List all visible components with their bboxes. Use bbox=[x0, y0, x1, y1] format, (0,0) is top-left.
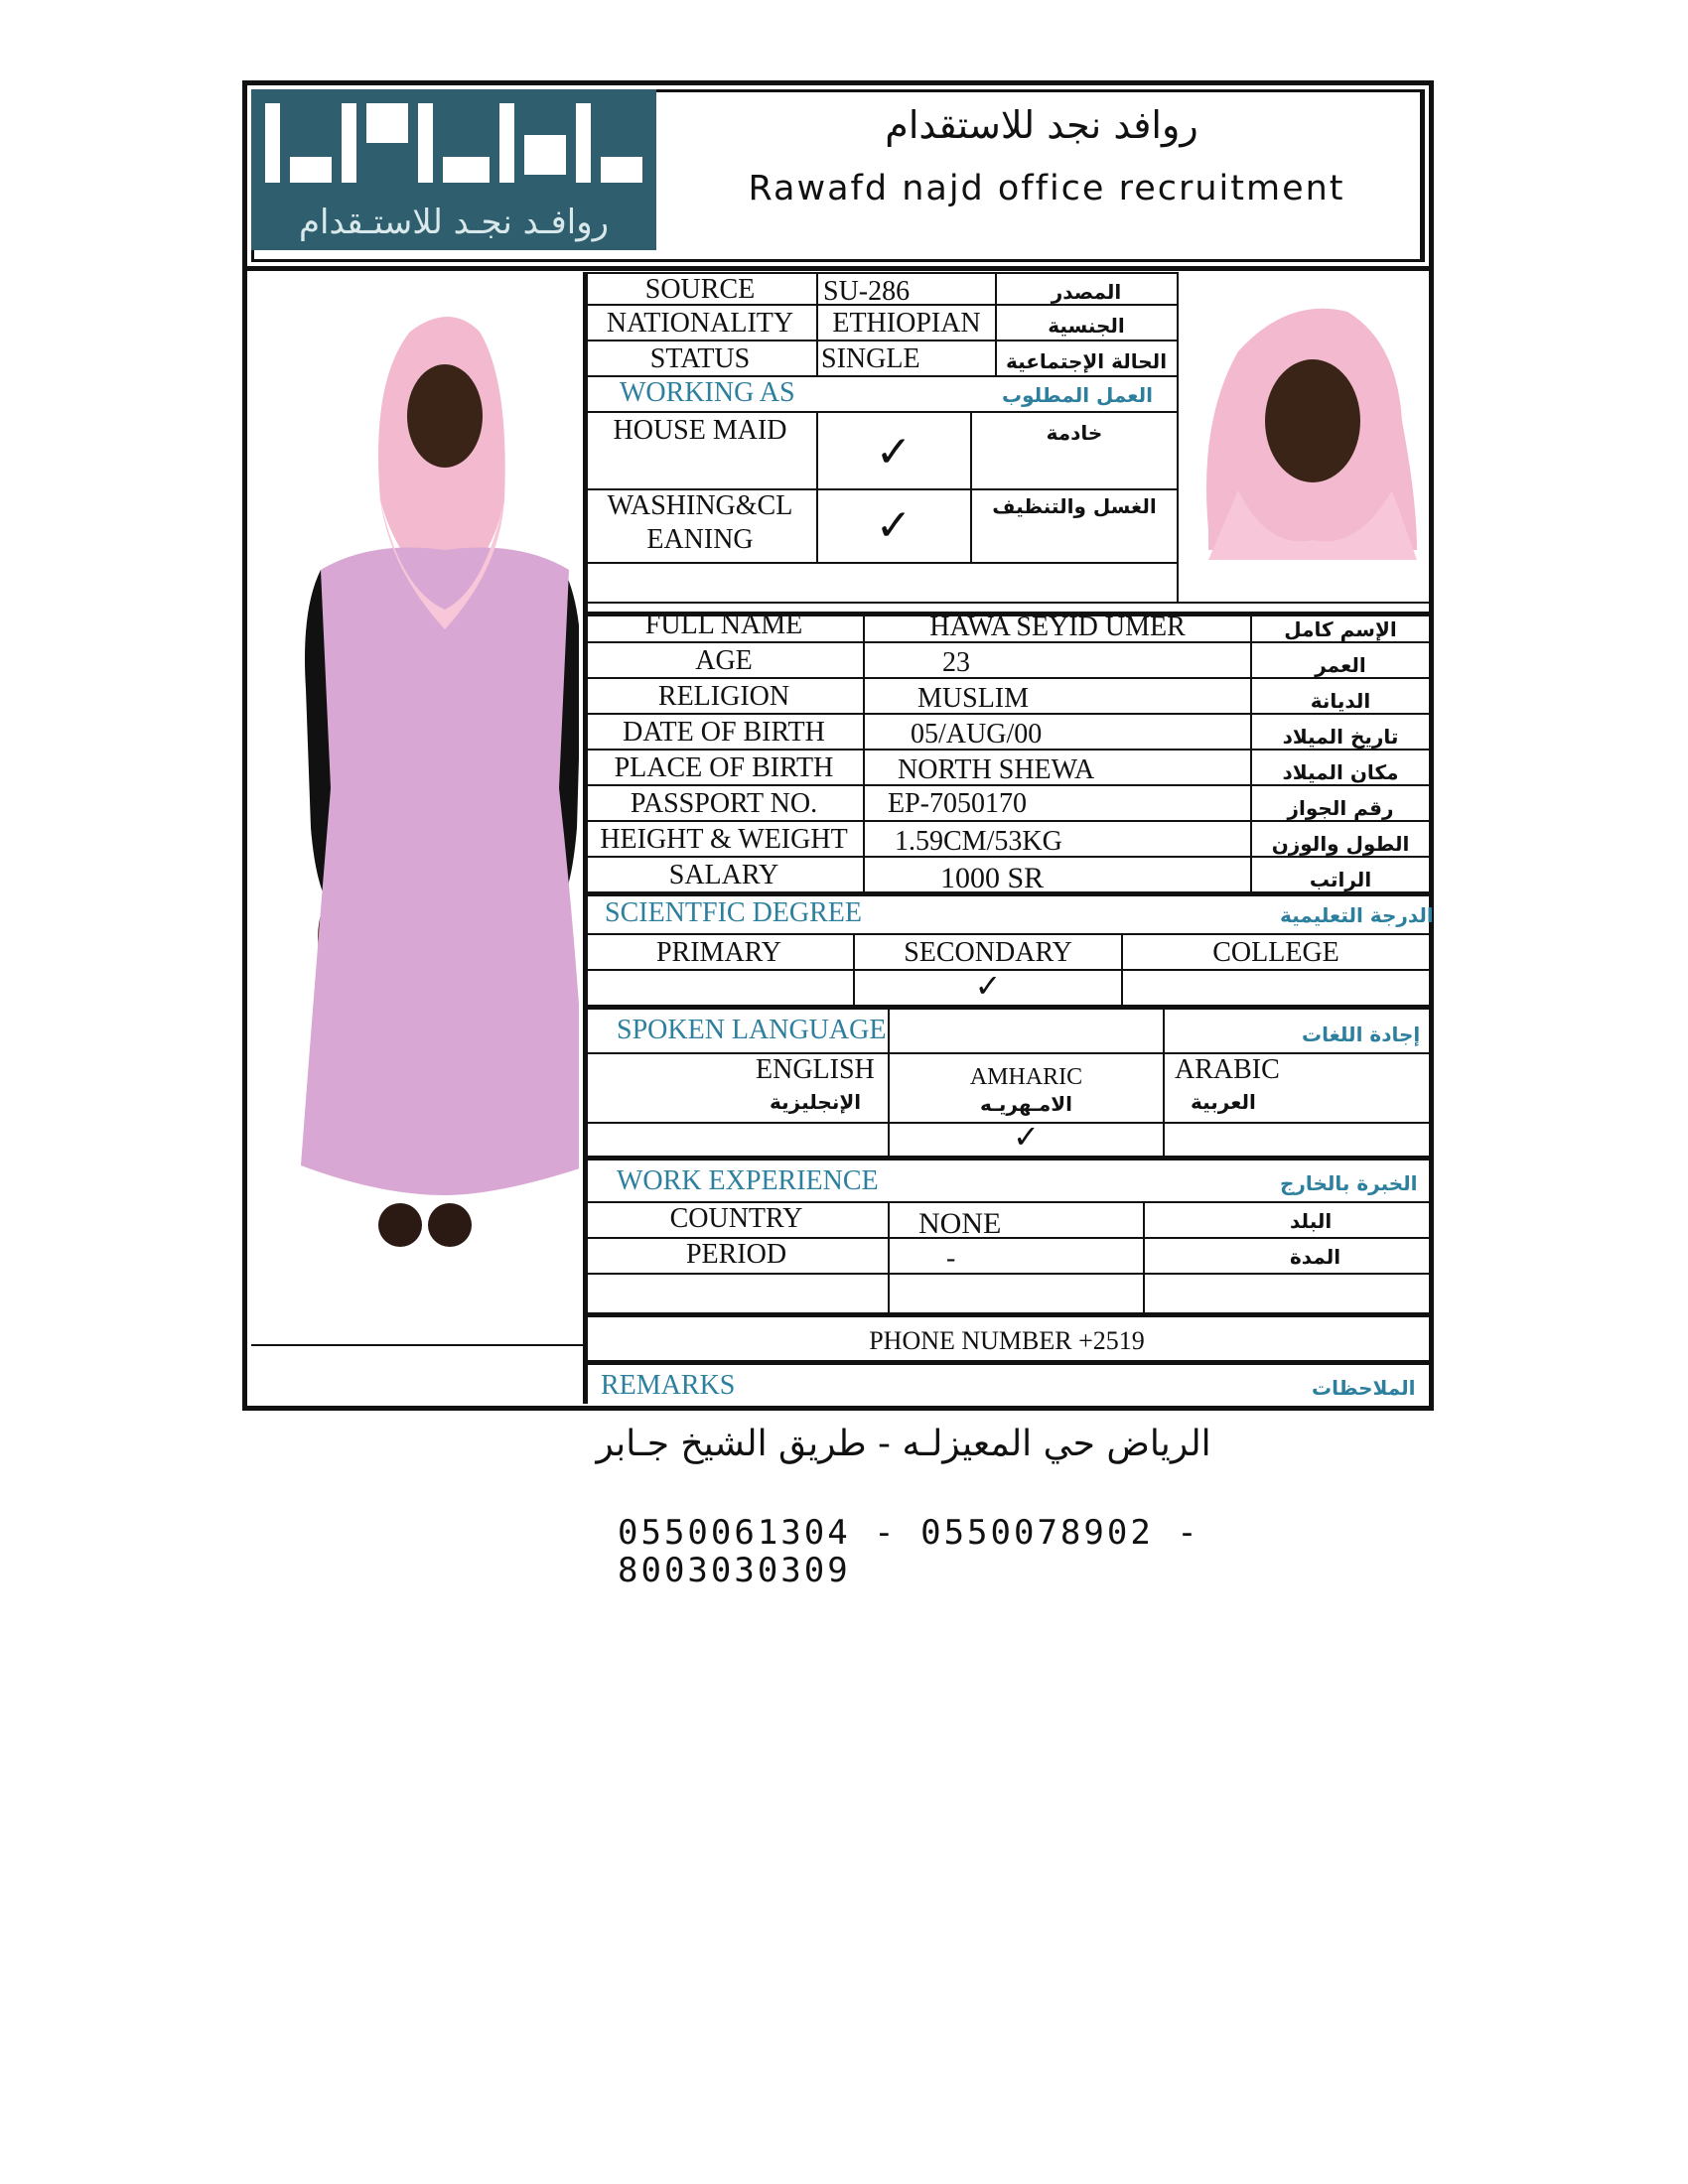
full-name-label: FULL NAME bbox=[644, 610, 803, 640]
date-of-birth-value: 05/AUG/00 bbox=[911, 719, 1043, 750]
office-phones-line-2: 8003030309 bbox=[618, 1551, 851, 1590]
office-phones-line-1: 0550061304 - 0550078902 - bbox=[618, 1513, 1200, 1553]
experience-period-value: - bbox=[946, 1243, 956, 1274]
company-logo bbox=[251, 89, 656, 250]
office-title-arabic: روافد نجد للاستقدام bbox=[885, 103, 1198, 147]
place-of-birth-value: NORTH SHEWA bbox=[898, 754, 1095, 785]
nationality-label: NATIONALITY bbox=[606, 308, 794, 339]
status-label: STATUS bbox=[649, 343, 751, 374]
language-arabic-arabic: العربية bbox=[1191, 1090, 1256, 1114]
language-amharic-arabic: الامـهريـه bbox=[979, 1092, 1073, 1116]
degree-secondary: SECONDARY bbox=[904, 937, 1072, 968]
experience-period-label: PERIOD bbox=[685, 1239, 787, 1270]
height-weight-label-arabic: الطول والوزن bbox=[1271, 832, 1410, 856]
salary-label: SALARY bbox=[668, 860, 779, 890]
language-arabic: ARABIC bbox=[1175, 1054, 1280, 1085]
washing-cleaning-label-2: EANING bbox=[646, 524, 754, 555]
date-of-birth-label: DATE OF BIRTH bbox=[623, 717, 825, 748]
experience-country-label: COUNTRY bbox=[669, 1203, 803, 1234]
office-address: الرياض حي المعيزلـه - طريق الشيخ جـابر bbox=[596, 1424, 1211, 1464]
religion-label: RELIGION bbox=[657, 681, 790, 712]
experience-title: WORK EXPERIENCE bbox=[617, 1165, 879, 1196]
full-name-value: HAWA SEYID UMER bbox=[929, 612, 1186, 642]
height-weight-label: HEIGHT & WEIGHT bbox=[600, 824, 848, 855]
status-value: SINGLE bbox=[821, 343, 920, 374]
passport-no-value: EP-7050170 bbox=[888, 788, 1027, 819]
status-label-arabic: الحالة الإجتماعية bbox=[1005, 349, 1168, 373]
age-label-arabic: العمر bbox=[1315, 653, 1366, 677]
header bbox=[247, 85, 1429, 271]
experience-title-arabic: الخبرة بالخارج bbox=[1280, 1171, 1418, 1195]
phone-number: PHONE NUMBER +2519 bbox=[869, 1326, 1145, 1355]
language-english-arabic: الإنجليزية bbox=[770, 1090, 862, 1114]
photo-baseline bbox=[251, 1344, 583, 1346]
place-of-birth-label-arabic: مكان الميلاد bbox=[1282, 760, 1399, 784]
experience-country-value: NONE bbox=[918, 1207, 1002, 1240]
full-name-label-arabic: الإسم كامل bbox=[1284, 617, 1397, 641]
remarks-title: REMARKS bbox=[601, 1370, 736, 1401]
cv-form bbox=[242, 80, 1434, 1411]
language-english: ENGLISH bbox=[756, 1054, 875, 1085]
height-weight-value: 1.59CM/53KG bbox=[895, 826, 1062, 857]
washing-cleaning-check-icon: ✓ bbox=[875, 500, 913, 551]
place-of-birth-label: PLACE OF BIRTH bbox=[614, 752, 834, 783]
house-maid-label: HOUSE MAID bbox=[613, 415, 787, 446]
language-amharic: AMHARIC bbox=[969, 1064, 1083, 1090]
working-as-title-arabic: العمل المطلوب bbox=[1002, 383, 1153, 407]
age-value: 23 bbox=[942, 647, 970, 678]
washing-cleaning-label-arabic: الغسل والتنظيف bbox=[992, 494, 1157, 518]
remarks-title-arabic: الملاحظات bbox=[1312, 1376, 1416, 1400]
logo-text: روافـد نجـد للاستـقدام bbox=[298, 203, 610, 242]
washing-cleaning-label-1: WASHING&CL bbox=[607, 490, 793, 521]
passport-no-label: PASSPORT NO. bbox=[630, 788, 818, 819]
salary-label-arabic: الراتب bbox=[1309, 868, 1372, 891]
working-as-title: WORKING AS bbox=[620, 377, 795, 408]
full-body-photo-figure bbox=[261, 272, 579, 1265]
source-value: SU-286 bbox=[823, 276, 911, 307]
office-title-english: Rawafd najd office recruitment bbox=[748, 169, 1345, 208]
religion-value: MUSLIM bbox=[917, 683, 1030, 714]
experience-period-label-arabic: المدة bbox=[1290, 1245, 1341, 1269]
age-label: AGE bbox=[695, 645, 753, 676]
degree-secondary-check-icon: ✓ bbox=[974, 967, 1002, 1005]
source-label: SOURCE bbox=[644, 274, 756, 305]
experience-country-label-arabic: البلد bbox=[1290, 1209, 1333, 1233]
logo-mark bbox=[265, 95, 642, 187]
degree-college: COLLEGE bbox=[1212, 937, 1339, 968]
passport-no-label-arabic: رقم الجواز bbox=[1287, 796, 1394, 820]
language-title: SPOKEN LANGUAGE bbox=[617, 1015, 887, 1045]
portrait-photo bbox=[1179, 272, 1429, 560]
religion-label-arabic: الديانة bbox=[1310, 689, 1371, 713]
nationality-label-arabic: الجنسية bbox=[1048, 314, 1125, 338]
house-maid-check-icon: ✓ bbox=[875, 427, 913, 478]
salary-value: 1000 SR bbox=[940, 862, 1045, 894]
degree-primary: PRIMARY bbox=[655, 937, 782, 968]
language-amharic-check-icon: ✓ bbox=[1013, 1118, 1040, 1156]
date-of-birth-label-arabic: تاريخ الميلاد bbox=[1282, 725, 1399, 749]
house-maid-label-arabic: خادمة bbox=[1046, 421, 1103, 445]
nationality-value: ETHIOPIAN bbox=[832, 308, 981, 339]
degree-title: SCIENTFIC DEGREE bbox=[605, 897, 862, 928]
language-title-arabic: إجادة اللغات bbox=[1302, 1023, 1421, 1046]
degree-title-arabic: الدرجة التعليمية bbox=[1280, 903, 1434, 927]
full-body-photo bbox=[251, 272, 588, 1404]
source-label-arabic: المصدر bbox=[1051, 280, 1122, 304]
